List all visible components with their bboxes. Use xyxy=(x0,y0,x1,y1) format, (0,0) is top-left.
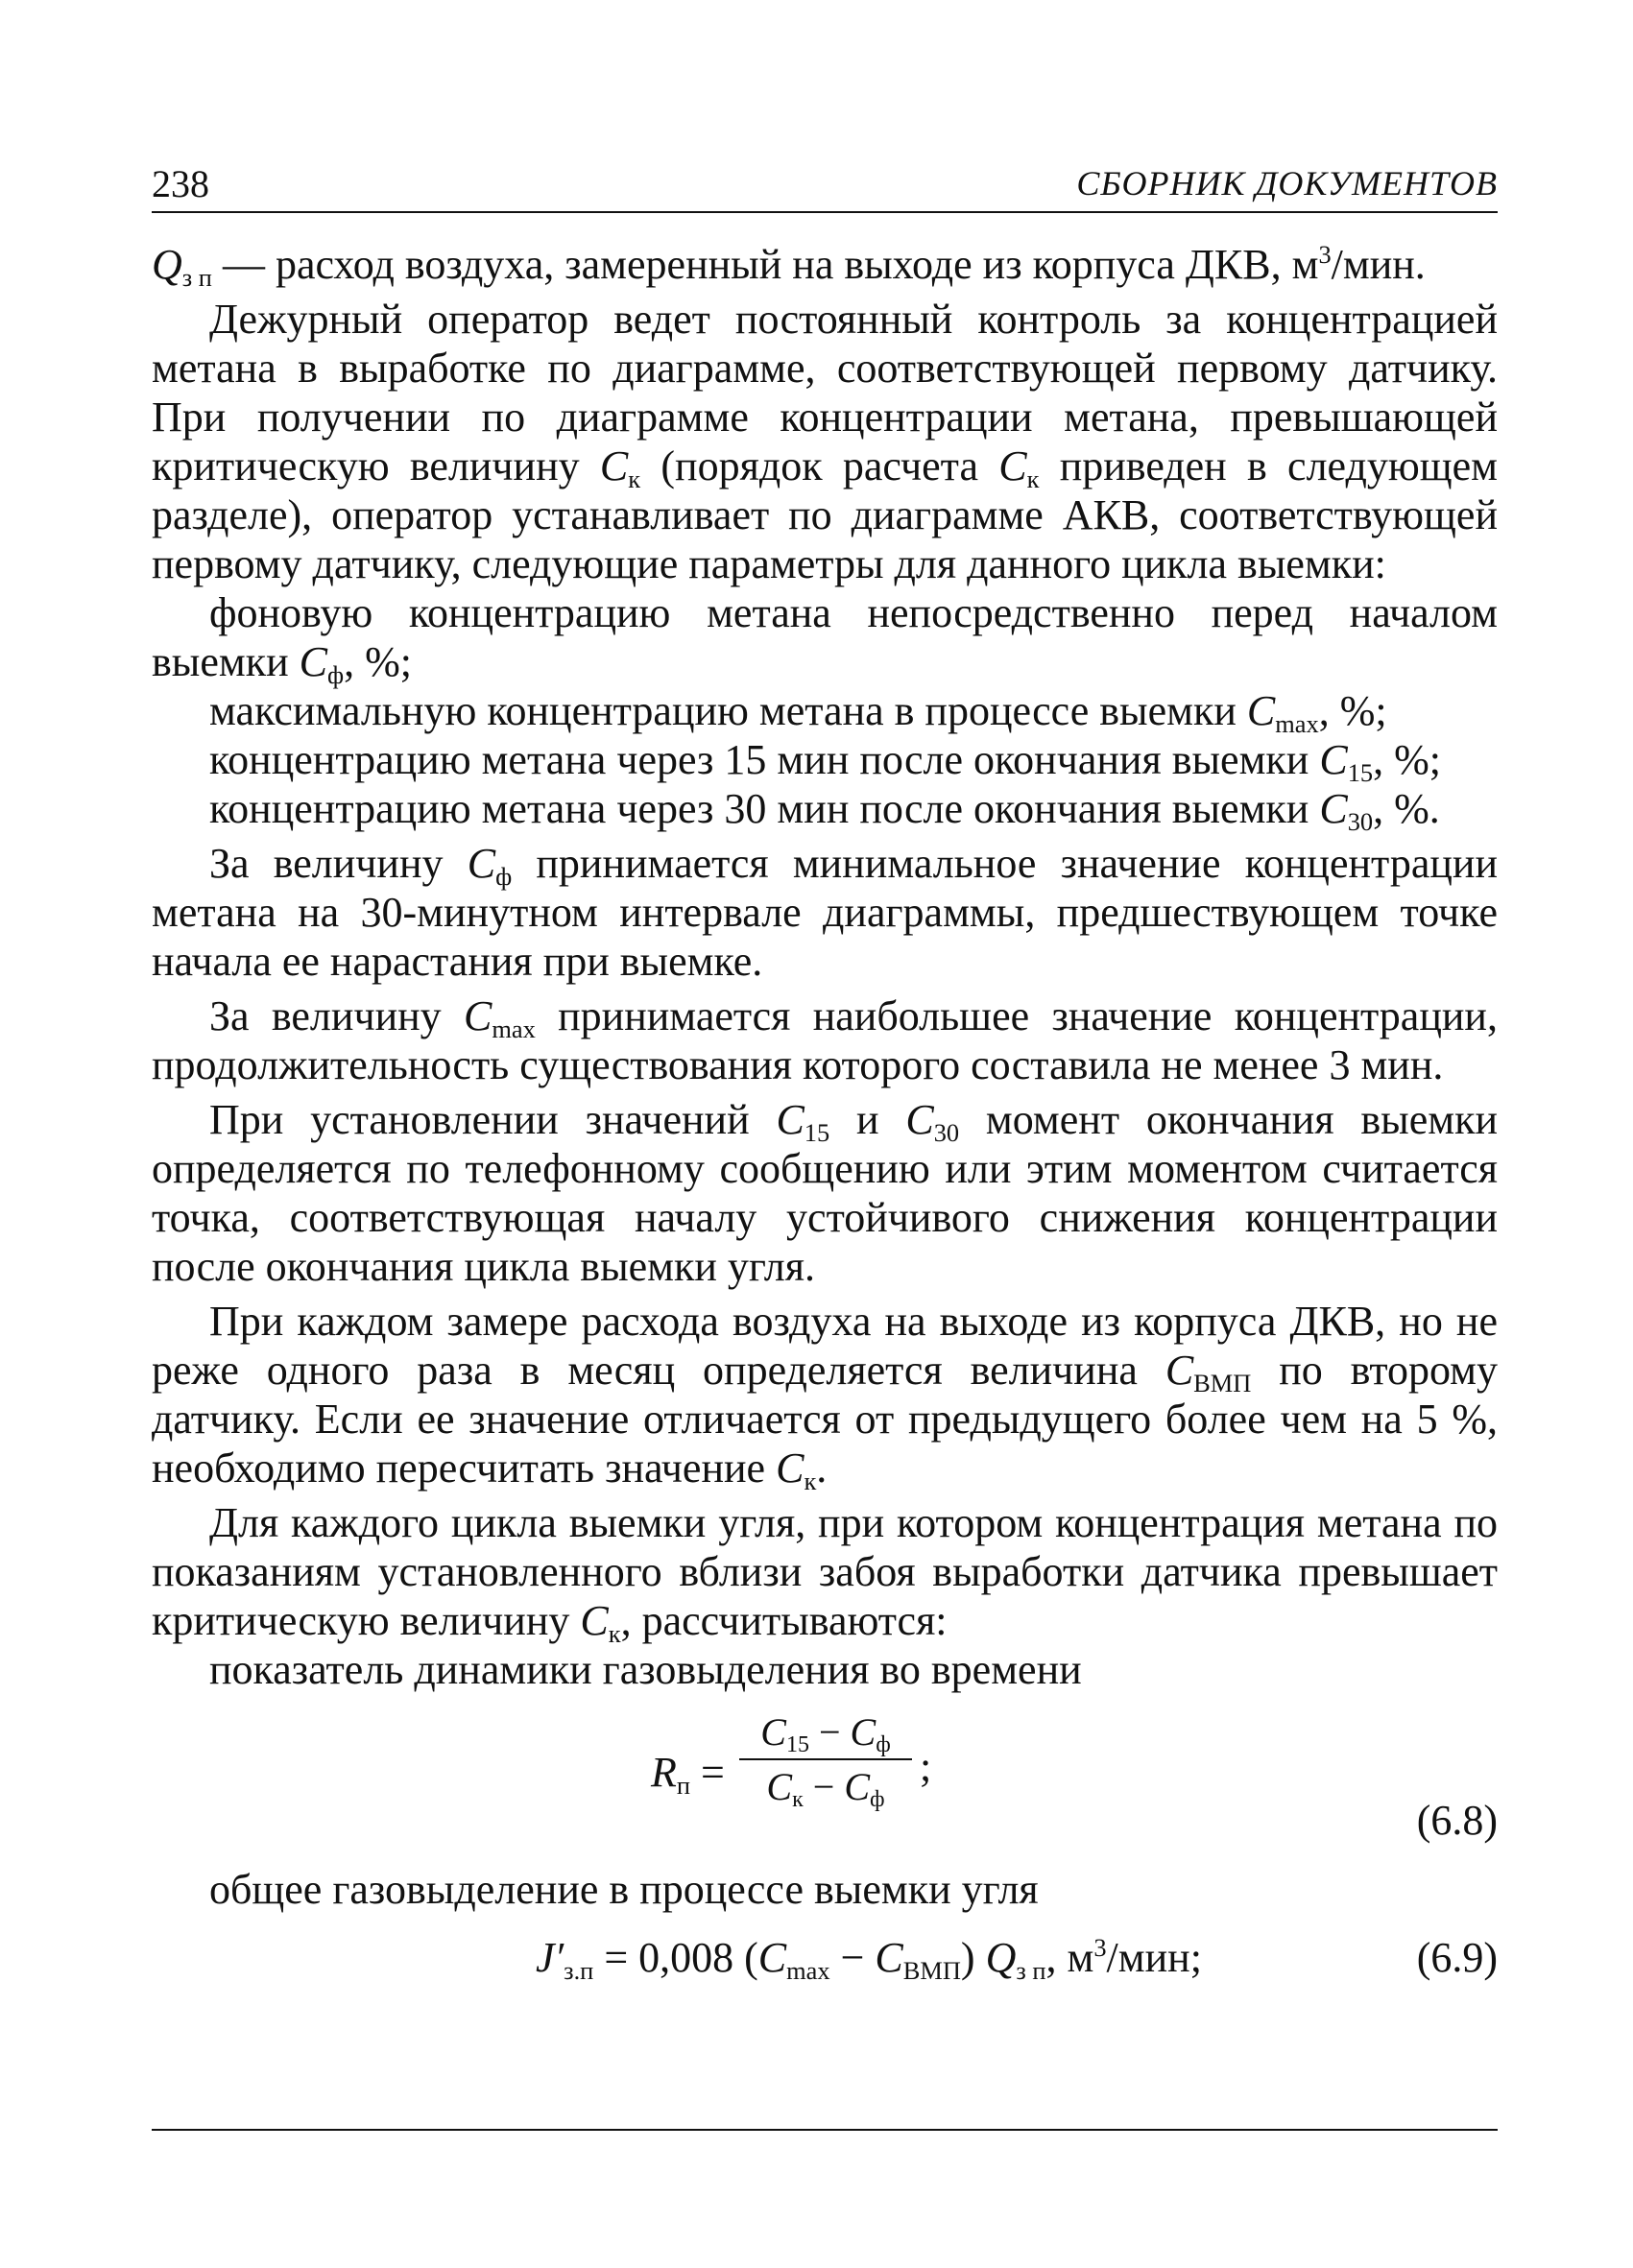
subscript: max xyxy=(1275,708,1319,738)
subscript: з п xyxy=(1016,1955,1046,1985)
subscript: к xyxy=(1026,464,1040,493)
list-item-c30 xyxy=(152,784,1498,836)
text: За величину xyxy=(209,992,464,1039)
symbol: Q xyxy=(152,241,182,288)
superscript: 3 xyxy=(1318,240,1332,270)
symbol: C xyxy=(757,1934,787,1981)
fraction xyxy=(739,1709,912,1813)
text: (порядок расчета xyxy=(640,442,999,489)
text: За величину xyxy=(209,840,468,887)
text: , рассчитываются: xyxy=(620,1597,948,1644)
text: = 0,008 ( xyxy=(593,1934,758,1981)
subscript: ф xyxy=(327,659,345,689)
text: концентрацию метана через 30 мин после окончания выемки xyxy=(209,785,1320,832)
subscript: п xyxy=(676,1770,691,1800)
equation-lhs xyxy=(651,1748,725,1800)
text: /мин; xyxy=(1106,1934,1202,1981)
symbol: C xyxy=(776,1444,804,1492)
paragraph-operator-control xyxy=(152,295,1498,588)
subscript: 30 xyxy=(1347,806,1374,836)
paragraph-cycle xyxy=(152,1498,1498,1648)
text: приведен в следующем разделе), оператор устанавливает по диаграмме АКВ, соответствующей первому датчику, следующие параметры для данного цикла выемки: xyxy=(152,442,1498,587)
subscript: ВМП xyxy=(902,1955,961,1985)
page-body xyxy=(152,240,1498,2002)
symbol: Q xyxy=(985,1934,1017,1981)
text: — расход воздуха, замеренный на выходе из корпуса ДКВ, м xyxy=(211,241,1319,288)
text: ) xyxy=(960,1934,986,1981)
text: , %; xyxy=(344,638,412,685)
subscript: 15 xyxy=(804,1117,830,1147)
text: /мин. xyxy=(1331,241,1426,288)
text: концентрацию метана через 15 мин после окончания выемки xyxy=(209,736,1320,783)
paragraph-total-gas-label: общее газовыделение в процессе выемки угля xyxy=(209,1866,1039,1913)
list-item-max xyxy=(152,686,1498,738)
operator: − xyxy=(829,1934,876,1981)
subscript: ф xyxy=(870,1787,885,1813)
paragraph-c15-c30 xyxy=(152,1095,1498,1291)
subscript: max xyxy=(786,1955,830,1985)
numerator xyxy=(739,1709,912,1758)
text: принимается минимальное значение концентрации метана на 30-минутном интервале диаграммы, предшествующем точке начала ее нарастания при выемке. xyxy=(152,840,1498,985)
symbol: C xyxy=(776,1096,804,1143)
denominator xyxy=(739,1758,912,1813)
text: фоновую концентрацию метана непосредственно перед началом выемки xyxy=(152,589,1498,685)
equals-sign: = xyxy=(690,1749,725,1796)
symbol: C xyxy=(1319,785,1348,832)
text: , %; xyxy=(1373,736,1441,783)
symbol: C xyxy=(1246,687,1276,734)
operator: − xyxy=(808,1710,851,1754)
text: При каждом замере расхода воздуха на выходе из корпуса ДКВ, но не реже одного раза в месяц определяется величина xyxy=(152,1298,1498,1394)
running-title: СБОРНИК ДОКУМЕНТОВ xyxy=(1076,164,1498,203)
symbol: C xyxy=(850,1710,877,1754)
paragraph-vmp xyxy=(152,1297,1499,1495)
symbol: C xyxy=(844,1765,871,1808)
text: , %. xyxy=(1373,785,1440,832)
symbol: C xyxy=(1165,1347,1194,1394)
symbol: C xyxy=(299,638,327,685)
subscript: 15 xyxy=(785,1732,809,1758)
subscript: к xyxy=(608,1618,621,1648)
equation-expression xyxy=(536,1933,1202,1985)
symbol: C xyxy=(599,442,629,489)
symbol: C xyxy=(998,442,1027,489)
text: по второму датчику. Если ее значение отличается от предыдущего более чем на 5 %, необходимо пересчитать значение xyxy=(152,1347,1499,1492)
symbol: C xyxy=(580,1597,609,1644)
subscript: з п xyxy=(181,262,212,292)
subscript: к xyxy=(792,1787,804,1813)
list-item-c15 xyxy=(152,735,1498,787)
equation-number: (6.9) xyxy=(1416,1934,1498,1981)
paragraph-dynamics-label: показатель динамики газовыделения во времени xyxy=(209,1646,1082,1693)
text: принимается наибольшее значение концентрации, продолжительность существования которого составила не менее 3 мин. xyxy=(152,992,1498,1088)
text: Дежурный оператор ведет постоянный контроль за концентрацией метана в выработке по диаграмме, соответствующей первому датчику. При получении по диаграмме концентрации метана, превышающей критическую величину xyxy=(152,296,1498,489)
equation-6-8 xyxy=(152,1702,1498,1865)
subscript: 30 xyxy=(933,1117,960,1147)
subscript: max xyxy=(492,1014,536,1043)
superscript: 3 xyxy=(1093,1933,1107,1963)
symbol: R xyxy=(651,1749,677,1796)
text: При установлении значений xyxy=(209,1096,777,1143)
equation-6-9 xyxy=(152,1925,1498,2002)
equation-number: (6.8) xyxy=(1416,1797,1498,1844)
symbol: C xyxy=(463,992,492,1039)
symbol: C xyxy=(1319,736,1348,783)
text: , %; xyxy=(1318,687,1387,734)
symbol: J′ xyxy=(536,1934,564,1981)
list-item-background xyxy=(152,588,1498,689)
subscript: ВМП xyxy=(1193,1368,1252,1397)
subscript: ф xyxy=(876,1732,891,1758)
text: , м xyxy=(1045,1934,1094,1981)
symbol: C xyxy=(875,1934,903,1981)
text: . xyxy=(816,1444,828,1492)
paragraph-cmax-definition xyxy=(152,991,1498,1089)
text: Для каждого цикла выемки угля, при котором концентрация метана по показаниям установленного вблизи забоя выработки датчика превышает критическую величину xyxy=(152,1499,1498,1644)
semicolon: ; xyxy=(920,1743,932,1790)
page-number: 238 xyxy=(152,162,209,205)
definition-q xyxy=(152,240,1498,292)
symbol: C xyxy=(467,840,496,887)
symbol: C xyxy=(766,1765,793,1808)
subscript: к xyxy=(628,464,641,493)
subscript: ф xyxy=(495,861,513,891)
page-header xyxy=(152,161,1498,213)
subscript: к xyxy=(804,1466,817,1495)
text: и xyxy=(829,1096,906,1143)
symbol: C xyxy=(760,1710,786,1754)
paragraph-cf-definition xyxy=(152,839,1498,986)
subscript: з.п xyxy=(564,1955,594,1985)
symbol: C xyxy=(905,1096,934,1143)
text: максимальную концентрацию метана в процессе выемки xyxy=(209,687,1247,734)
text: момент окончания выемки определяется по телефонному сообщению или этим моментом считается точка, соответствующая началу устойчивого снижения концентрации после окончания цикла выемки угля. xyxy=(152,1096,1499,1290)
operator: − xyxy=(803,1765,845,1808)
footer-rule xyxy=(152,2129,1498,2131)
subscript: 15 xyxy=(1347,757,1374,787)
